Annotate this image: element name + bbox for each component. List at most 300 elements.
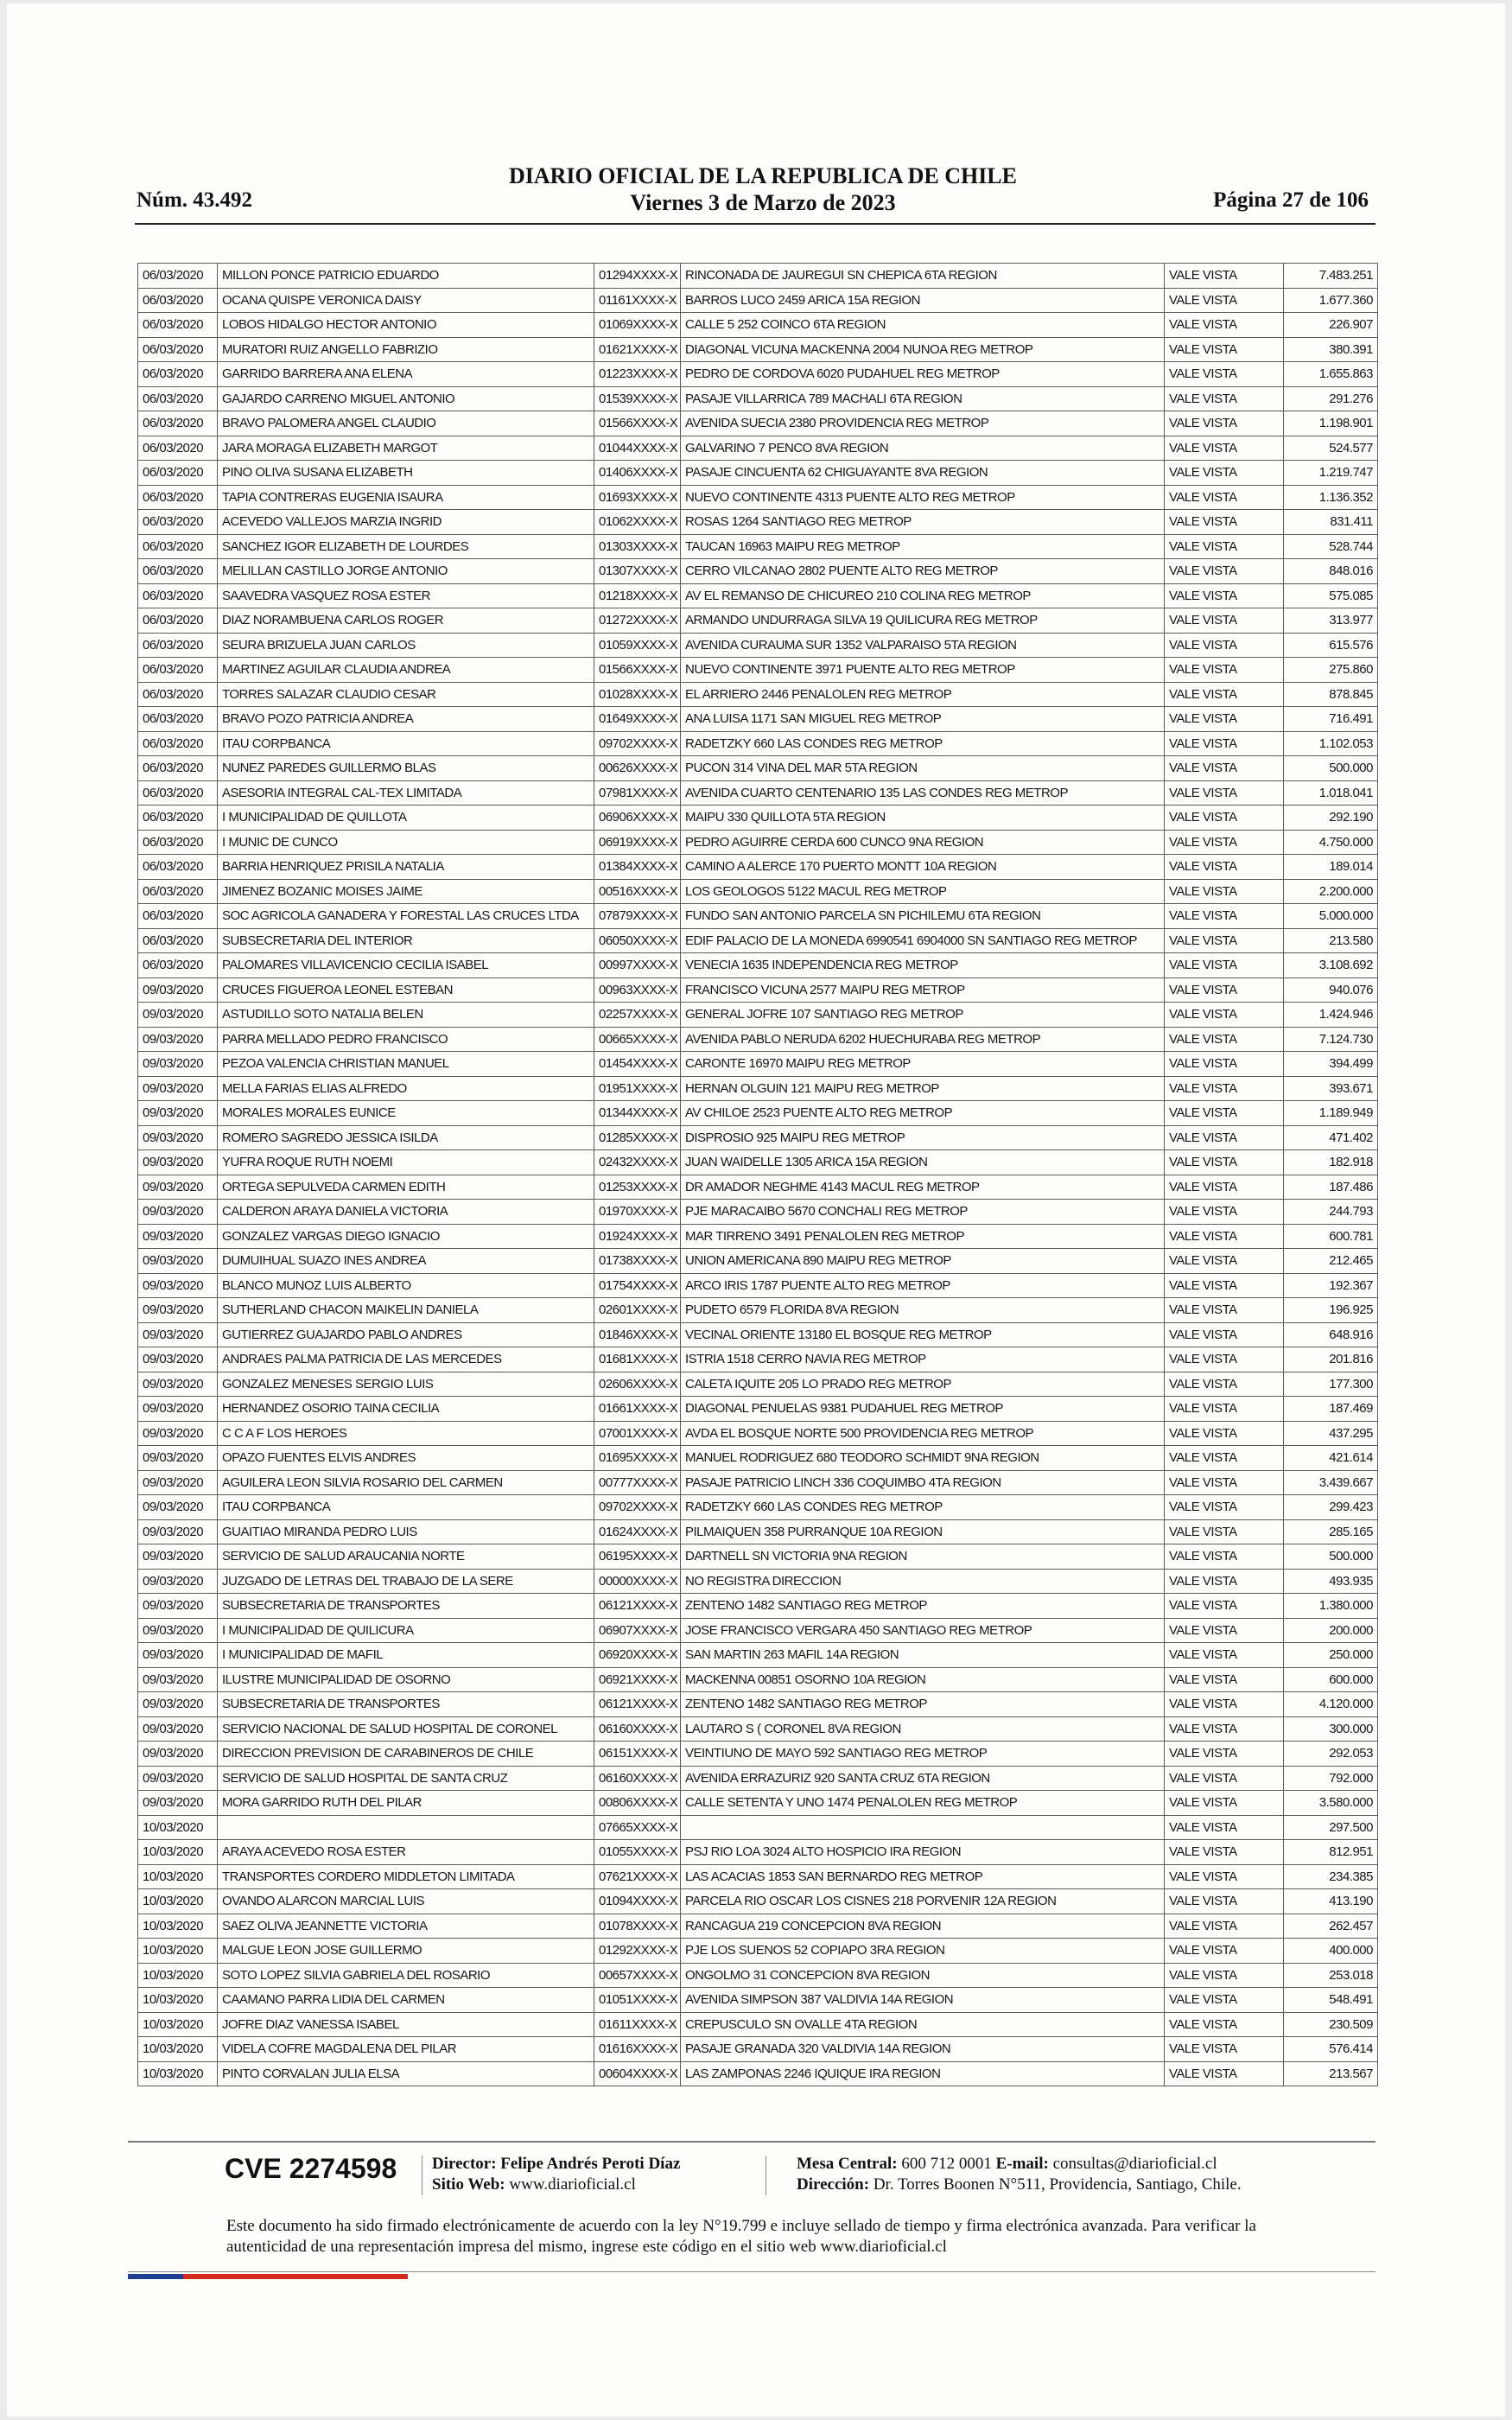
beneficiary-name: ASTUDILLO SOTO NATALIA BELEN	[218, 1003, 594, 1028]
amount: 3.108.692	[1284, 953, 1378, 978]
address: LAUTARO S ( CORONEL 8VA REGION	[681, 1716, 1165, 1742]
amount: 524.577	[1284, 436, 1378, 461]
payments-table	[137, 263, 1378, 2086]
payment-method: VALE VISTA	[1165, 1618, 1284, 1643]
table-row	[138, 337, 1378, 362]
amount: 1.655.863	[1284, 362, 1378, 387]
payment-method: VALE VISTA	[1165, 830, 1284, 855]
beneficiary-name: JIMENEZ BOZANIC MOISES JAIME	[218, 879, 594, 904]
amount: 262.457	[1284, 1914, 1378, 1939]
amount: 187.469	[1284, 1397, 1378, 1422]
table-row	[138, 1618, 1378, 1643]
rut: 01294XXXX-X	[594, 264, 681, 289]
amount: 548.491	[1284, 1988, 1378, 2013]
amount: 292.190	[1284, 806, 1378, 831]
payment-date: 09/03/2020	[138, 1791, 218, 1816]
table-row	[138, 534, 1378, 559]
amount: 187.486	[1284, 1175, 1378, 1200]
payment-date: 09/03/2020	[138, 1249, 218, 1274]
amount: 575.085	[1284, 583, 1378, 608]
payment-method: VALE VISTA	[1165, 1298, 1284, 1323]
payment-method: VALE VISTA	[1165, 904, 1284, 929]
address: PJE MARACAIBO 5670 CONCHALI REG METROP	[681, 1200, 1165, 1225]
email-link[interactable]: consultas@diarioficial.cl	[1052, 2155, 1217, 2173]
rut: 01069XXXX-X	[594, 313, 681, 338]
address: DIAGONAL PENUELAS 9381 PUDAHUEL REG METROP	[681, 1397, 1165, 1422]
address: DIAGONAL VICUNA MACKENNA 2004 NUNOA REG METROP	[681, 337, 1165, 362]
footer-director-block	[432, 2154, 680, 2195]
table-row	[138, 2037, 1378, 2062]
table-row	[138, 780, 1378, 806]
payment-method: VALE VISTA	[1165, 1249, 1284, 1274]
address: ZENTENO 1482 SANTIAGO REG METROP	[681, 1692, 1165, 1717]
address: FRANCISCO VICUNA 2577 MAIPU REG METROP	[681, 978, 1165, 1003]
legal-notice: Este documento ha sido firmado electrónicamente de acuerdo con la ley N°19.799 e incluye sellado de tiempo y firma electrónica avanzada. Para verificar la autenticidad de una representación impresa del mismo, ingrese este código en el sitio web www.diarioficial.cl	[226, 2217, 1256, 2256]
rut: 06906XXXX-X	[594, 806, 681, 831]
payment-date: 09/03/2020	[138, 1003, 218, 1028]
address: AVDA EL BOSQUE NORTE 500 PROVIDENCIA REG METROP	[681, 1421, 1165, 1446]
rut: 01307XXXX-X	[594, 559, 681, 584]
rut: 01693XXXX-X	[594, 485, 681, 510]
masthead	[439, 162, 1087, 216]
payment-date: 09/03/2020	[138, 1372, 218, 1397]
payment-method: VALE VISTA	[1165, 1052, 1284, 1077]
payment-method: VALE VISTA	[1165, 337, 1284, 362]
address: AVENIDA ERRAZURIZ 920 SANTA CRUZ 6TA REGION	[681, 1766, 1165, 1791]
address: RADETZKY 660 LAS CONDES REG METROP	[681, 731, 1165, 756]
payment-date: 06/03/2020	[138, 633, 218, 658]
amount: 189.014	[1284, 855, 1378, 880]
payment-date: 06/03/2020	[138, 756, 218, 781]
beneficiary-name: NUNEZ PAREDES GUILLERMO BLAS	[218, 756, 594, 781]
amount: 285.165	[1284, 1519, 1378, 1544]
payment-date: 06/03/2020	[138, 583, 218, 608]
beneficiary-name: ILUSTRE MUNICIPALIDAD DE OSORNO	[218, 1667, 594, 1692]
beneficiary-name: MELLA FARIAS ELIAS ALFREDO	[218, 1076, 594, 1101]
payment-method: VALE VISTA	[1165, 1716, 1284, 1742]
address: ZENTENO 1482 SANTIAGO REG METROP	[681, 1594, 1165, 1619]
rut: 01044XXXX-X	[594, 436, 681, 461]
amount: 1.102.053	[1284, 731, 1378, 756]
payment-method: VALE VISTA	[1165, 1446, 1284, 1471]
beneficiary-name: ACEVEDO VALLEJOS MARZIA INGRID	[218, 510, 594, 535]
payment-method: VALE VISTA	[1165, 1372, 1284, 1397]
table-row	[138, 510, 1378, 535]
amount: 2.200.000	[1284, 879, 1378, 904]
amount: 471.402	[1284, 1125, 1378, 1150]
address: VEINTIUNO DE MAYO 592 SANTIAGO REG METROP	[681, 1742, 1165, 1767]
beneficiary-name: LOBOS HIDALGO HECTOR ANTONIO	[218, 313, 594, 338]
rut: 01611XXXX-X	[594, 2012, 681, 2037]
address: PUCON 314 VINA DEL MAR 5TA REGION	[681, 756, 1165, 781]
table-row	[138, 1519, 1378, 1544]
amount: 1.018.041	[1284, 780, 1378, 806]
table-row	[138, 731, 1378, 756]
beneficiary-name: OPAZO FUENTES ELVIS ANDRES	[218, 1446, 594, 1471]
table-row	[138, 1322, 1378, 1347]
payment-method: VALE VISTA	[1165, 264, 1284, 289]
rut: 00997XXXX-X	[594, 953, 681, 978]
payment-date: 06/03/2020	[138, 559, 218, 584]
amount: 212.465	[1284, 1249, 1378, 1274]
table-row	[138, 411, 1378, 436]
rut: 01661XXXX-X	[594, 1397, 681, 1422]
amount: 7.124.730	[1284, 1027, 1378, 1052]
beneficiary-name: SANCHEZ IGOR ELIZABETH DE LOURDES	[218, 534, 594, 559]
payment-date: 09/03/2020	[138, 1322, 218, 1347]
payment-method: VALE VISTA	[1165, 780, 1284, 806]
amount: 600.000	[1284, 1667, 1378, 1692]
address: JUAN WAIDELLE 1305 ARICA 15A REGION	[681, 1150, 1165, 1175]
table-row	[138, 2061, 1378, 2086]
rut: 09702XXXX-X	[594, 731, 681, 756]
address: PEDRO AGUIRRE CERDA 600 CUNCO 9NA REGION	[681, 830, 1165, 855]
payment-method: VALE VISTA	[1165, 707, 1284, 732]
amount: 493.935	[1284, 1569, 1378, 1594]
rut: 01951XXXX-X	[594, 1076, 681, 1101]
table-row	[138, 485, 1378, 510]
amount: 3.580.000	[1284, 1791, 1378, 1816]
address: PUDETO 6579 FLORIDA 8VA REGION	[681, 1298, 1165, 1323]
address: ONGOLMO 31 CONCEPCION 8VA REGION	[681, 1963, 1165, 1988]
rut: 01616XXXX-X	[594, 2037, 681, 2062]
address: NUEVO CONTINENTE 4313 PUENTE ALTO REG METROP	[681, 485, 1165, 510]
address: CALETA IQUITE 205 LO PRADO REG METROP	[681, 1372, 1165, 1397]
amount: 226.907	[1284, 313, 1378, 338]
website-label: Sitio Web:	[432, 2175, 505, 2194]
table-row	[138, 928, 1378, 953]
payment-date: 09/03/2020	[138, 1544, 218, 1570]
table-row	[138, 583, 1378, 608]
table-row	[138, 461, 1378, 486]
rut: 07665XXXX-X	[594, 1815, 681, 1840]
table-row	[138, 1864, 1378, 1889]
beneficiary-name: HERNANDEZ OSORIO TAINA CECILIA	[218, 1397, 594, 1422]
amount: 1.189.949	[1284, 1101, 1378, 1126]
address: AV CHILOE 2523 PUENTE ALTO REG METROP	[681, 1101, 1165, 1126]
payment-method: VALE VISTA	[1165, 411, 1284, 436]
address: RANCAGUA 219 CONCEPCION 8VA REGION	[681, 1914, 1165, 1939]
beneficiary-name: DIRECCION PREVISION DE CARABINEROS DE CHILE	[218, 1742, 594, 1767]
payment-date: 09/03/2020	[138, 978, 218, 1003]
amount: 400.000	[1284, 1939, 1378, 1964]
address: MANUEL RODRIGUEZ 680 TEODORO SCHMIDT 9NA REGION	[681, 1446, 1165, 1471]
payment-date: 06/03/2020	[138, 682, 218, 707]
amount: 201.816	[1284, 1347, 1378, 1372]
beneficiary-name: ITAU CORPBANCA	[218, 1495, 594, 1520]
beneficiary-name: VIDELA COFRE MAGDALENA DEL PILAR	[218, 2037, 594, 2062]
rut: 01285XXXX-X	[594, 1125, 681, 1150]
beneficiary-name: SUTHERLAND CHACON MAIKELIN DANIELA	[218, 1298, 594, 1323]
payment-date: 06/03/2020	[138, 461, 218, 486]
payment-method: VALE VISTA	[1165, 1495, 1284, 1520]
beneficiary-name: SAAVEDRA VASQUEZ ROSA ESTER	[218, 583, 594, 608]
address: CREPUSCULO SN OVALLE 4TA REGION	[681, 2012, 1165, 2037]
beneficiary-name: PINO OLIVA SUSANA ELIZABETH	[218, 461, 594, 486]
payment-date: 06/03/2020	[138, 534, 218, 559]
issue-number: Núm. 43.492	[137, 188, 253, 212]
website-link[interactable]: www.diarioficial.cl	[509, 2175, 636, 2194]
payment-method: VALE VISTA	[1165, 1322, 1284, 1347]
address-text: Dr. Torres Boonen N°511, Providencia, Santiago, Chile.	[873, 2175, 1242, 2194]
beneficiary-name: TORRES SALAZAR CLAUDIO CESAR	[218, 682, 594, 707]
mesa-phone: 600 712 0001	[901, 2155, 992, 2173]
beneficiary-name: I MUNICIPALIDAD DE QUILLOTA	[218, 806, 594, 831]
address: PASAJE VILLARRICA 789 MACHALI 6TA REGION	[681, 386, 1165, 411]
address-label: Dirección:	[797, 2175, 870, 2194]
address: AVENIDA SIMPSON 387 VALDIVIA 14A REGION	[681, 1988, 1165, 2013]
address: MAR TIRRENO 3491 PENALOLEN REG METROP	[681, 1224, 1165, 1249]
table-row	[138, 1125, 1378, 1150]
beneficiary-name: SUBSECRETARIA DE TRANSPORTES	[218, 1594, 594, 1619]
payment-method: VALE VISTA	[1165, 1224, 1284, 1249]
payment-method: VALE VISTA	[1165, 1273, 1284, 1298]
address: LOS GEOLOGOS 5122 MACUL REG METROP	[681, 879, 1165, 904]
amount: 831.411	[1284, 510, 1378, 535]
table-row	[138, 1667, 1378, 1692]
address: GENERAL JOFRE 107 SANTIAGO REG METROP	[681, 1003, 1165, 1028]
amount: 648.916	[1284, 1322, 1378, 1347]
payment-date: 09/03/2020	[138, 1397, 218, 1422]
beneficiary-name: DUMUIHUAL SUAZO INES ANDREA	[218, 1249, 594, 1274]
payment-method: VALE VISTA	[1165, 2037, 1284, 2062]
rut: 01624XXXX-X	[594, 1519, 681, 1544]
amount: 234.385	[1284, 1864, 1378, 1889]
rut: 02257XXXX-X	[594, 1003, 681, 1028]
amount: 500.000	[1284, 756, 1378, 781]
table-row	[138, 1889, 1378, 1914]
rut: 01161XXXX-X	[594, 288, 681, 313]
payment-date: 06/03/2020	[138, 386, 218, 411]
table-row	[138, 1421, 1378, 1446]
address: SAN MARTIN 263 MAFIL 14A REGION	[681, 1643, 1165, 1668]
amount: 213.567	[1284, 2061, 1378, 2086]
address: HERNAN OLGUIN 121 MAIPU REG METROP	[681, 1076, 1165, 1101]
payment-method: VALE VISTA	[1165, 1791, 1284, 1816]
rut: 00806XXXX-X	[594, 1791, 681, 1816]
beneficiary-name: I MUNIC DE CUNCO	[218, 830, 594, 855]
rut: 00777XXXX-X	[594, 1470, 681, 1495]
amount: 848.016	[1284, 559, 1378, 584]
beneficiary-name: GAJARDO CARRENO MIGUEL ANTONIO	[218, 386, 594, 411]
payment-date: 10/03/2020	[138, 1864, 218, 1889]
table-row	[138, 1249, 1378, 1274]
beneficiary-name: GONZALEZ VARGAS DIEGO IGNACIO	[218, 1224, 594, 1249]
rut: 01028XXXX-X	[594, 682, 681, 707]
beneficiary-name: ARAYA ACEVEDO ROSA ESTER	[218, 1840, 594, 1865]
payment-method: VALE VISTA	[1165, 1200, 1284, 1225]
payment-date: 09/03/2020	[138, 1273, 218, 1298]
rut: 06907XXXX-X	[594, 1618, 681, 1643]
mesa-label: Mesa Central:	[797, 2155, 898, 2173]
address: EL ARRIERO 2446 PENALOLEN REG METROP	[681, 682, 1165, 707]
amount: 244.793	[1284, 1200, 1378, 1225]
address: PARCELA RIO OSCAR LOS CISNES 218 PORVENIR 12A REGION	[681, 1889, 1165, 1914]
address: AV EL REMANSO DE CHICUREO 210 COLINA REG METROP	[681, 583, 1165, 608]
page-number: Página 27 de 106	[1213, 188, 1369, 212]
payment-method: VALE VISTA	[1165, 1569, 1284, 1594]
payment-method: VALE VISTA	[1165, 1889, 1284, 1914]
address: CALLE SETENTA Y UNO 1474 PENALOLEN REG METROP	[681, 1791, 1165, 1816]
table-row	[138, 436, 1378, 461]
table-row	[138, 658, 1378, 683]
table-row	[138, 830, 1378, 855]
table-row	[138, 682, 1378, 707]
payment-date: 10/03/2020	[138, 1963, 218, 1988]
payment-method: VALE VISTA	[1165, 1643, 1284, 1668]
payment-date: 10/03/2020	[138, 1815, 218, 1840]
table-row	[138, 953, 1378, 978]
rut: 06920XXXX-X	[594, 1643, 681, 1668]
table-row	[138, 1840, 1378, 1865]
address: AVENIDA PABLO NERUDA 6202 HUECHURABA REG METROP	[681, 1027, 1165, 1052]
rut: 01539XXXX-X	[594, 386, 681, 411]
amount: 200.000	[1284, 1618, 1378, 1643]
rut: 02432XXXX-X	[594, 1150, 681, 1175]
payment-date: 09/03/2020	[138, 1594, 218, 1619]
address: CALLE 5 252 COINCO 6TA REGION	[681, 313, 1165, 338]
beneficiary-name: SUBSECRETARIA DEL INTERIOR	[218, 928, 594, 953]
table-row	[138, 1052, 1378, 1077]
rut: 02606XXXX-X	[594, 1372, 681, 1397]
payment-method: VALE VISTA	[1165, 1397, 1284, 1422]
address: PEDRO DE CORDOVA 6020 PUDAHUEL REG METROP	[681, 362, 1165, 387]
amount: 192.367	[1284, 1273, 1378, 1298]
address: DARTNELL SN VICTORIA 9NA REGION	[681, 1544, 1165, 1570]
table-row	[138, 879, 1378, 904]
table-row	[138, 1101, 1378, 1126]
payment-date: 10/03/2020	[138, 1914, 218, 1939]
table-row	[138, 1175, 1378, 1200]
payment-method: VALE VISTA	[1165, 559, 1284, 584]
rut: 01454XXXX-X	[594, 1052, 681, 1077]
address: PSJ RIO LOA 3024 ALTO HOSPICIO IRA REGION	[681, 1840, 1165, 1865]
rut: 06195XXXX-X	[594, 1544, 681, 1570]
payment-date: 10/03/2020	[138, 1939, 218, 1964]
table-row	[138, 386, 1378, 411]
amount: 253.018	[1284, 1963, 1378, 1988]
rut: 01218XXXX-X	[594, 583, 681, 608]
amount: 292.053	[1284, 1742, 1378, 1767]
payment-method: VALE VISTA	[1165, 1347, 1284, 1372]
address: AVENIDA SUECIA 2380 PROVIDENCIA REG METROP	[681, 411, 1165, 436]
payment-date: 09/03/2020	[138, 1027, 218, 1052]
payment-date: 10/03/2020	[138, 2012, 218, 2037]
rut: 01292XXXX-X	[594, 1939, 681, 1964]
beneficiary-name: AGUILERA LEON SILVIA ROSARIO DEL CARMEN	[218, 1470, 594, 1495]
address: VENECIA 1635 INDEPENDENCIA REG METROP	[681, 953, 1165, 978]
table-row	[138, 1224, 1378, 1249]
rut: 01738XXXX-X	[594, 1249, 681, 1274]
rut: 00665XXXX-X	[594, 1027, 681, 1052]
address: PASAJE CINCUENTA 62 CHIGUAYANTE 8VA REGION	[681, 461, 1165, 486]
payment-method: VALE VISTA	[1165, 1815, 1284, 1840]
address: CERRO VILCANAO 2802 PUENTE ALTO REG METROP	[681, 559, 1165, 584]
rut: 00657XXXX-X	[594, 1963, 681, 1988]
table-row	[138, 1643, 1378, 1668]
table-row	[138, 1544, 1378, 1570]
beneficiary-name: C C A F LOS HEROES	[218, 1421, 594, 1446]
payment-method: VALE VISTA	[1165, 756, 1284, 781]
rut: 01055XXXX-X	[594, 1840, 681, 1865]
beneficiary-name: JARA MORAGA ELIZABETH MARGOT	[218, 436, 594, 461]
payment-method: VALE VISTA	[1165, 1470, 1284, 1495]
address: JOSE FRANCISCO VERGARA 450 SANTIAGO REG METROP	[681, 1618, 1165, 1643]
beneficiary-name: SERVICIO DE SALUD ARAUCANIA NORTE	[218, 1544, 594, 1570]
table-row	[138, 1347, 1378, 1372]
rut: 01695XXXX-X	[594, 1446, 681, 1471]
payment-method: VALE VISTA	[1165, 658, 1284, 683]
table-row	[138, 1791, 1378, 1816]
beneficiary-name: ORTEGA SEPULVEDA CARMEN EDITH	[218, 1175, 594, 1200]
amount: 380.391	[1284, 337, 1378, 362]
amount: 792.000	[1284, 1766, 1378, 1791]
address: ARCO IRIS 1787 PUENTE ALTO REG METROP	[681, 1273, 1165, 1298]
beneficiary-name: SERVICIO DE SALUD HOSPITAL DE SANTA CRUZ	[218, 1766, 594, 1791]
table-row	[138, 1963, 1378, 1988]
payment-date: 09/03/2020	[138, 1716, 218, 1742]
payment-date: 06/03/2020	[138, 485, 218, 510]
table-row	[138, 1692, 1378, 1717]
amount: 299.423	[1284, 1495, 1378, 1520]
table-row	[138, 1594, 1378, 1619]
table-row	[138, 1815, 1378, 1840]
address: DISPROSIO 925 MAIPU REG METROP	[681, 1125, 1165, 1150]
amount: 600.781	[1284, 1224, 1378, 1249]
amount: 1.677.360	[1284, 288, 1378, 313]
amount: 291.276	[1284, 386, 1378, 411]
beneficiary-name: SEURA BRIZUELA JUAN CARLOS	[218, 633, 594, 658]
amount: 182.918	[1284, 1150, 1378, 1175]
beneficiary-name: I MUNICIPALIDAD DE QUILICURA	[218, 1618, 594, 1643]
payment-method: VALE VISTA	[1165, 362, 1284, 387]
payment-date: 09/03/2020	[138, 1569, 218, 1594]
payment-method: VALE VISTA	[1165, 534, 1284, 559]
payment-date: 09/03/2020	[138, 1125, 218, 1150]
beneficiary-name: SAEZ OLIVA JEANNETTE VICTORIA	[218, 1914, 594, 1939]
payment-date: 06/03/2020	[138, 953, 218, 978]
address: DR AMADOR NEGHME 4143 MACUL REG METROP	[681, 1175, 1165, 1200]
beneficiary-name: JUZGADO DE LETRAS DEL TRABAJO DE LA SERE	[218, 1569, 594, 1594]
director-name: Felipe Andrés Peroti Díaz	[500, 2155, 681, 2173]
address: PASAJE GRANADA 320 VALDIVIA 14A REGION	[681, 2037, 1165, 2062]
table-row	[138, 1446, 1378, 1471]
rut: 01253XXXX-X	[594, 1175, 681, 1200]
rut: 01303XXXX-X	[594, 534, 681, 559]
beneficiary-name: ASESORIA INTEGRAL CAL-TEX LIMITADA	[218, 780, 594, 806]
payment-date: 06/03/2020	[138, 780, 218, 806]
rut: 01384XXXX-X	[594, 855, 681, 880]
beneficiary-name: TAPIA CONTRERAS EUGENIA ISAURA	[218, 485, 594, 510]
payment-date: 06/03/2020	[138, 436, 218, 461]
amount: 413.190	[1284, 1889, 1378, 1914]
amount: 878.845	[1284, 682, 1378, 707]
payment-method: VALE VISTA	[1165, 1594, 1284, 1619]
payment-date: 06/03/2020	[138, 264, 218, 289]
payment-method: VALE VISTA	[1165, 1101, 1284, 1126]
payment-date: 09/03/2020	[138, 1298, 218, 1323]
payment-method: VALE VISTA	[1165, 386, 1284, 411]
rut: 01272XXXX-X	[594, 608, 681, 634]
beneficiary-name: PINTO CORVALAN JULIA ELSA	[218, 2061, 594, 2086]
beneficiary-name: GONZALEZ MENESES SERGIO LUIS	[218, 1372, 594, 1397]
payment-date: 09/03/2020	[138, 1495, 218, 1520]
payment-date: 09/03/2020	[138, 1076, 218, 1101]
payment-method: VALE VISTA	[1165, 806, 1284, 831]
table-row	[138, 1076, 1378, 1101]
payment-method: VALE VISTA	[1165, 1988, 1284, 2013]
table-row	[138, 1569, 1378, 1594]
